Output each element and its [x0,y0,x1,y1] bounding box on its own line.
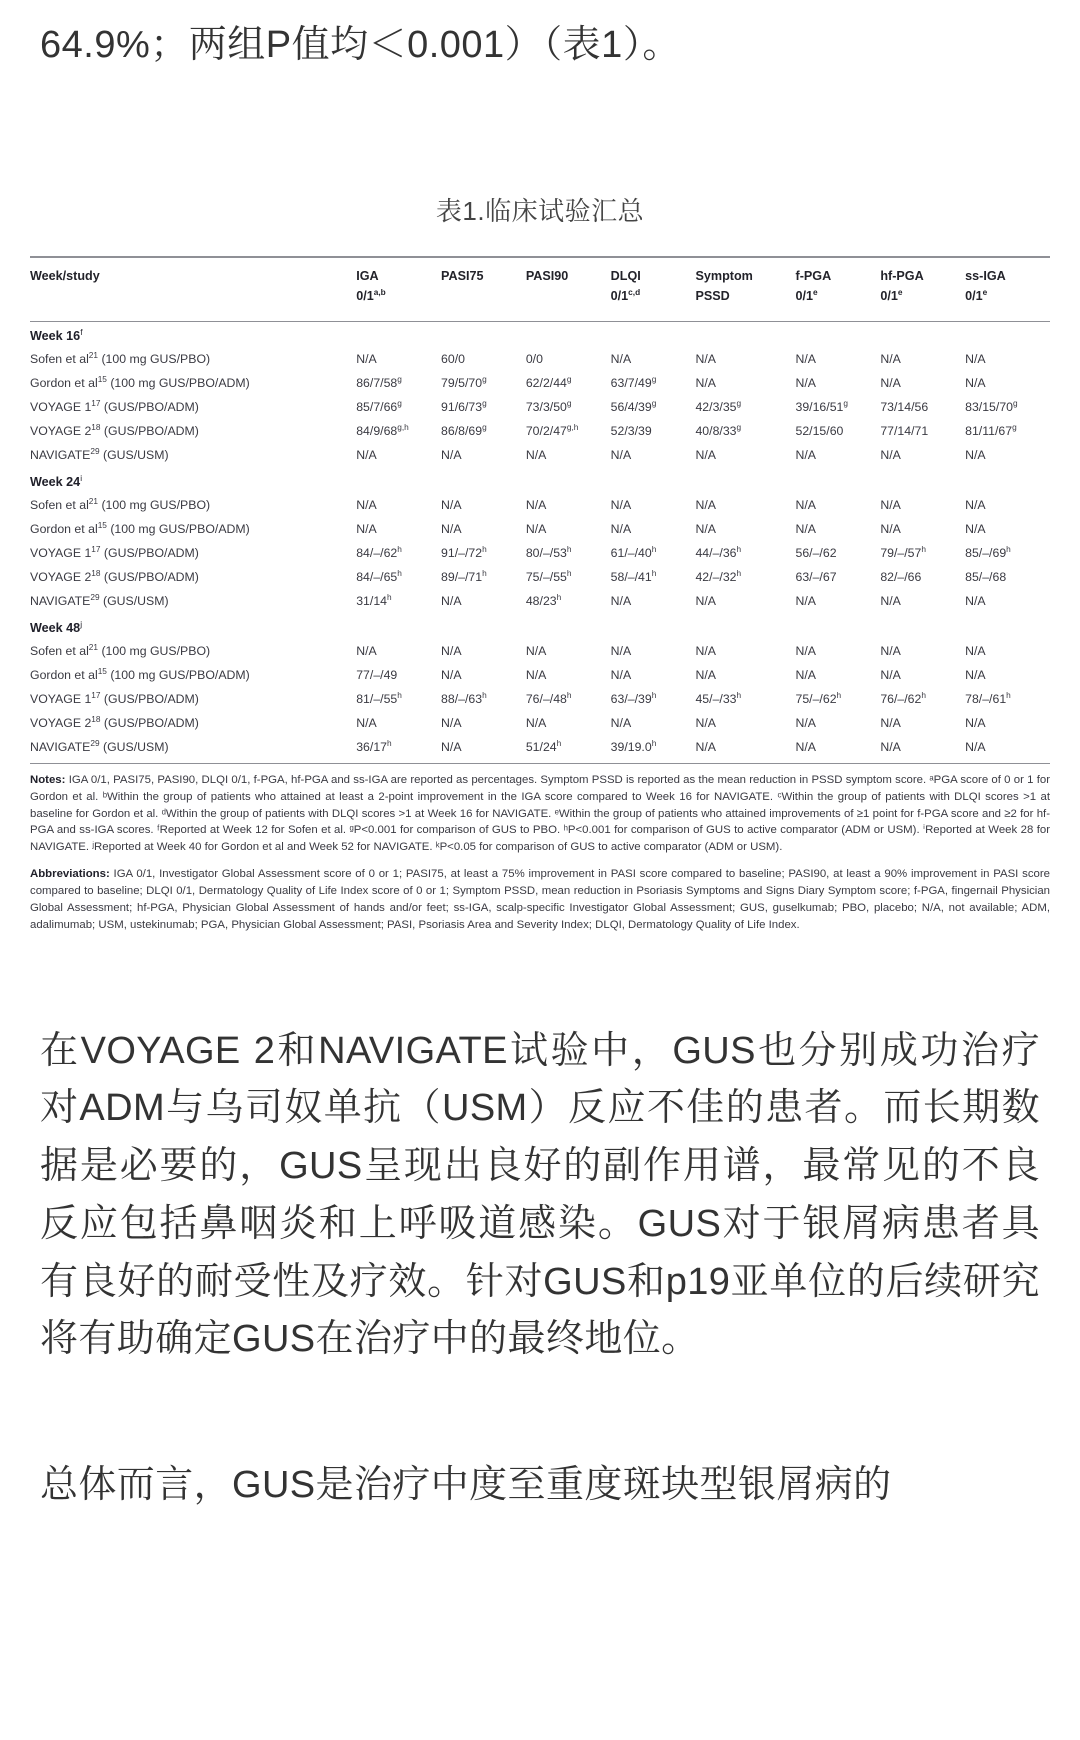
section-title: Week 48$^j$ [30,618,83,635]
cell-iga: N/A [356,498,377,513]
cell-pssd: N/A [695,644,716,659]
cell-fpga: 39/16/51$^g$ [795,398,848,415]
cell-fpga: N/A [795,716,816,731]
cell-pasi90: 51/24$^h$ [525,737,562,754]
cell-study: VOYAGE $1^{17}$ (GUS/PBO/ADM) [30,544,199,561]
cell-hfpga: N/A [880,352,901,367]
cell-pasi90: 73/3/50$^g$ [525,398,572,415]
cell-pasi75: 60/0 [441,352,465,367]
cell-ssiga: N/A [965,376,986,391]
cell-ssiga: 85/–/68 [965,570,1007,585]
table-row [30,396,1050,420]
cell-pasi90: 70/2/47$^{g,h}$ [525,422,579,439]
cell-pasi90: N/A [525,644,547,659]
cell-pasi75: N/A [441,448,462,463]
cell-fpga: 52/15/60 [795,424,844,439]
cell-dlqi: 58/–/41$^h$ [610,568,657,585]
cell-pasi75: N/A [441,716,462,731]
table-header-row [30,257,1050,322]
cell-iga: 77/–/49 [356,668,398,683]
table-header [30,257,1050,322]
column-header-iga: IGA 0/1$^{a,b}$ [356,257,441,322]
table-section-row [30,322,1050,349]
notes-label: Notes: [30,773,66,786]
cell-pssd: N/A [695,716,716,731]
cell-ssiga: 83/15/70$^g$ [965,398,1018,415]
clinical-trial-table-figure [30,256,1050,934]
cell-pasi75: 89/–/71$^h$ [441,568,487,585]
cell-fpga: N/A [795,594,816,609]
column-header-pssd: Symptom PSSD [695,257,795,322]
cell-iga: 31/14$^h$ [356,591,392,609]
column-header-fpga: f-PGA 0/1e [796,257,881,322]
table-row [30,566,1050,590]
column-header-dlqi: DLQI 0/1$^{c,d}$ [611,257,696,322]
cell-ssiga: 85/–/69$^h$ [965,544,1011,561]
cell-fpga: N/A [795,448,816,463]
cell-hfpga: 79/–/57$^h$ [880,544,926,561]
cell-pasi90: N/A [525,498,547,513]
cell-pssd: N/A [695,498,716,513]
table-section-row [30,468,1050,494]
body-paragraph-1: 在VOYAGE 2和NAVIGATE试验中，GUS也分别成功治疗对ADM与乌司奴单抗（USM）反应不佳的患者。而长期数据是必要的，GUS呈现出良好的副作用谱，最常见的不良反应包括鼻咽炎和上呼吸道感染。GUS对于银屑病患者具有良好的耐受性及疗效。针对GUS和p19亚单位的后续研究将有助确定GUS在治疗中的最终地位。 [40,1029,1040,1361]
cell-study: NAVIGATE$^{29}$ (GUS/USM) [30,446,169,463]
cell-iga: 84/–/65$^h$ [356,568,402,585]
cell-pssd: N/A [695,448,716,463]
cell-dlqi: N/A [610,716,632,731]
column-header-study: Week/study [30,257,356,322]
abbreviations-paragraph [30,866,1050,934]
cell-study: Gordon et $al^{15}$ (100 mg GUS/PBO/ADM) [30,374,250,391]
cell-hfpga: 76/–/62$^h$ [880,690,926,707]
cell-pasi90: N/A [525,716,547,731]
table-notes [30,772,1050,934]
cell-fpga: 63/–/67 [795,570,837,585]
abbreviations-text: IGA 0/1, Investigator Global Assessment score of 0 or 1; PASI75, at least a 75% improvement in PASI score compared to baseline; PASI90, at least a 90% improvement in PASI score compared to baseline; DLQI 0/1, Dermatology Quality of Life Index score of 0 or 1; Symptom PSSD, mean reduction in Psoriasis Symptoms and Signs Diary Symptom score; f-PGA, fingernail Physician Global Assessment; hf-PGA, Physician Global Assessment of hands and/or feet; ss-IGA, scalp-specific Investigator Global Assessment; GUS, guselkumab; PBO, placebo; N/A, not available; ADM, adalimumab; USM, ustekinumab; PGA, Physician Global Assessment; PASI, Psoriasis Area and Severity Index; DLQI, Dermatology Quality of Life Index. [30,868,1050,931]
cell-hfpga: N/A [880,668,901,683]
cell-ssiga: N/A [965,522,986,537]
cell-hfpga: N/A [880,498,901,513]
table-row [30,494,1050,518]
table-row [30,348,1050,372]
cell-pasi75: N/A [441,644,462,659]
table-row [30,444,1050,468]
cell-pasi75: 88/–/63$^h$ [441,690,487,707]
cell-ssiga: 81/11/67$^g$ [965,422,1017,439]
cell-study: NAVIGATE$^{29}$ (GUS/USM) [30,737,169,754]
cell-iga: 85/7/66$^g$ [356,398,402,415]
cell-study: VOYAGE $1^{17}$ (GUS/PBO/ADM) [30,690,199,707]
cell-hfpga: N/A [880,522,901,537]
cell-study: Sofen et $al^{21}$ (100 mg GUS/PBO) [30,496,211,513]
cell-hfpga: 77/14/71 [880,424,929,439]
cell-iga: N/A [356,644,377,659]
table-section-row [30,614,1050,640]
cell-fpga: N/A [795,739,816,754]
cell-hfpga: N/A [880,594,901,609]
cell-pasi75: 86/8/69$^g$ [441,422,487,439]
cell-fpga: N/A [795,522,816,537]
column-header-pasi90: PASI90 [526,257,611,322]
notes-text: IGA 0/1, PASI75, PASI90, DLQI 0/1, f-PGA, hf-PGA and ss-IGA are reported as percentages. Symptom PSSD is reported as the mean reduction in PSSD symptom score. ᵃPGA score of 0 or 1 for Gordon et al. ᵇWithin the group of patients who attained at least a 2-point improvement in the IGA score compared to Week 16 for NAVIGATE. ᶜWithin the group of patients with DLQI scores >1 at baseline for Gordon et al. ᵈWithin the group of patients with DLQI scores >1 at Week 16 for NAVIGATE. ᵉWithin the group of patients who attained improvements of ≥1 point for f-PGA score and ≥2 for hf-PGA and ss-IGA scores. ᶠReported at Week 12 for Sofen et al. ᵍP<0.001 for comparison of GUS to PBO. ʰP<0.001 for comparison of GUS to active comparator (ADM or USM). ⁱReported at Week 28 for NAVIGATE. ʲReported at Week 40 for Gordon et al and Week 52 for NAVIGATE. ᵏP<0.05 for comparison of GUS to active comparator (ADM or USM). [30,773,1050,854]
cell-pasi90: 62/2/44$^g$ [525,374,572,391]
cell-pasi75: N/A [441,522,462,537]
cell-pssd: N/A [695,739,716,754]
cell-hfpga: N/A [880,739,901,754]
cell-study: VOYAGE $2^{18}$ (GUS/PBO/ADM) [30,568,199,585]
cell-pssd: 44/–/36$^h$ [695,544,742,561]
cell-study: Sofen et $al^{21}$ (100 mg GUS/PBO) [30,350,211,367]
section-title: Week 16$^f$ [30,326,83,344]
cell-pasi90: 80/–/53$^h$ [525,544,572,561]
cell-pasi90: 48/23$^h$ [525,591,562,609]
cell-pssd: 42/–/32$^h$ [695,568,742,585]
body-paragraph-2: 总体而言，GUS是治疗中度至重度斑块型银屑病的 [40,1464,892,1507]
cell-iga: N/A [356,352,377,367]
cell-pasi75: N/A [441,739,462,754]
cell-ssiga: N/A [965,716,986,731]
table-body [30,322,1050,760]
section-title: Week 24$^i$ [30,472,83,490]
cell-pasi90: 0/0 [525,352,543,367]
cell-pssd: 40/8/33$^g$ [695,422,742,439]
table-row [30,518,1050,542]
table-row [30,420,1050,444]
cell-dlqi: N/A [610,522,632,537]
cell-dlqi: N/A [610,498,632,513]
cell-pasi90: N/A [525,448,547,463]
cell-iga: 84/9/68$^{g,h}$ [356,422,409,439]
notes-paragraph [30,772,1050,856]
clinical-trial-table [30,256,1050,760]
cell-pasi90: 75/–/55$^h$ [525,568,572,585]
cell-pasi75: 91/–/72$^h$ [441,544,487,561]
table-row [30,640,1050,664]
column-header-ssiga: ss-IGA 0/1e [965,257,1050,322]
cell-study: VOYAGE $2^{18}$ (GUS/PBO/ADM) [30,713,199,731]
cell-ssiga: 78/–/61$^h$ [965,690,1011,707]
cell-hfpga: 82/–/66 [880,570,922,585]
table-row [30,736,1050,760]
cell-fpga: N/A [795,376,816,391]
cell-pasi75: N/A [441,668,462,683]
notes-spacer [30,859,1050,866]
table-row [30,688,1050,712]
cell-ssiga: N/A [965,668,986,683]
table-bottom-rule [30,763,1050,764]
cell-pasi90: N/A [525,668,547,683]
lead-paragraph: 64.9%；两组P值均＜0.001）（表1）。 [40,24,681,66]
cell-dlqi: 39/19.0$^h$ [610,737,657,754]
abbreviations-label: Abbreviations: [30,868,110,881]
cell-iga: 36/17$^h$ [356,737,392,754]
cell-hfpga: N/A [880,716,901,731]
cell-fpga: 75/–/62$^h$ [795,690,842,707]
cell-study: NAVIGATE$^{29}$ (GUS/USM) [30,591,169,609]
cell-study: Gordon et $al^{15}$ (100 mg GUS/PBO/ADM) [30,666,250,683]
cell-study: Sofen et $al^{21}$ (100 mg GUS/PBO) [30,642,211,659]
cell-iga: 86/7/58$^g$ [356,374,402,391]
cell-pssd: N/A [695,376,716,391]
cell-pasi90: N/A [525,522,547,537]
cell-dlqi: N/A [610,668,632,683]
cell-study: Gordon et $al^{15}$ (100 mg GUS/PBO/ADM) [30,520,250,537]
cell-iga: N/A [356,522,377,537]
cell-dlqi: 63/7/49$^g$ [610,374,657,391]
cell-fpga: N/A [795,498,816,513]
cell-pssd: 45/–/33$^h$ [695,690,742,707]
cell-ssiga: N/A [965,498,986,513]
cell-pasi75: N/A [441,594,462,609]
cell-dlqi: 56/4/39$^g$ [610,398,657,415]
cell-pasi75: N/A [441,498,462,513]
cell-ssiga: N/A [965,352,986,367]
cell-dlqi: 63/–/39$^h$ [610,690,657,707]
column-header-hfpga: hf-PGA 0/1e [880,257,965,322]
cell-pssd: N/A [695,352,716,367]
cell-pasi90: 76/–/48$^h$ [525,690,572,707]
cell-fpga: 56/–/62 [795,546,837,561]
table-row [30,372,1050,396]
cell-hfpga: N/A [880,376,901,391]
cell-pssd: 42/3/35$^g$ [695,398,742,415]
table-row [30,590,1050,614]
cell-iga: 81/–/55$^h$ [356,690,402,707]
cell-study: VOYAGE $1^{17}$ (GUS/PBO/ADM) [30,398,199,415]
cell-ssiga: N/A [965,594,986,609]
cell-dlqi: 61/–/40$^h$ [610,544,657,561]
cell-dlqi: N/A [610,352,632,367]
cell-fpga: N/A [795,668,816,683]
cell-dlqi: N/A [610,594,632,609]
cell-fpga: N/A [795,352,816,367]
cell-pasi75: 91/6/73$^g$ [441,398,487,415]
cell-ssiga: N/A [965,644,986,659]
cell-hfpga: N/A [880,448,901,463]
cell-study: VOYAGE $2^{18}$ (GUS/PBO/ADM) [30,422,199,439]
cell-iga: 84/–/62$^h$ [356,544,402,561]
table-row [30,542,1050,566]
cell-ssiga: N/A [965,739,986,754]
table-row [30,664,1050,688]
cell-dlqi: N/A [610,644,632,659]
cell-pssd: N/A [695,594,716,609]
table-caption: 表1.临床试验汇总 [435,196,645,227]
cell-pssd: N/A [695,522,716,537]
cell-dlqi: 52/3/39 [610,424,652,439]
cell-hfpga: 73/14/56 [880,400,929,415]
cell-fpga: N/A [795,644,816,659]
cell-dlqi: N/A [610,448,632,463]
table-row [30,712,1050,736]
cell-pasi75: 79/5/70$^g$ [441,374,487,391]
cell-hfpga: N/A [880,644,901,659]
cell-ssiga: N/A [965,448,986,463]
cell-pssd: N/A [695,668,716,683]
cell-iga: N/A [356,448,377,463]
cell-iga: N/A [356,716,377,731]
column-header-pasi75: PASI75 [441,257,526,322]
